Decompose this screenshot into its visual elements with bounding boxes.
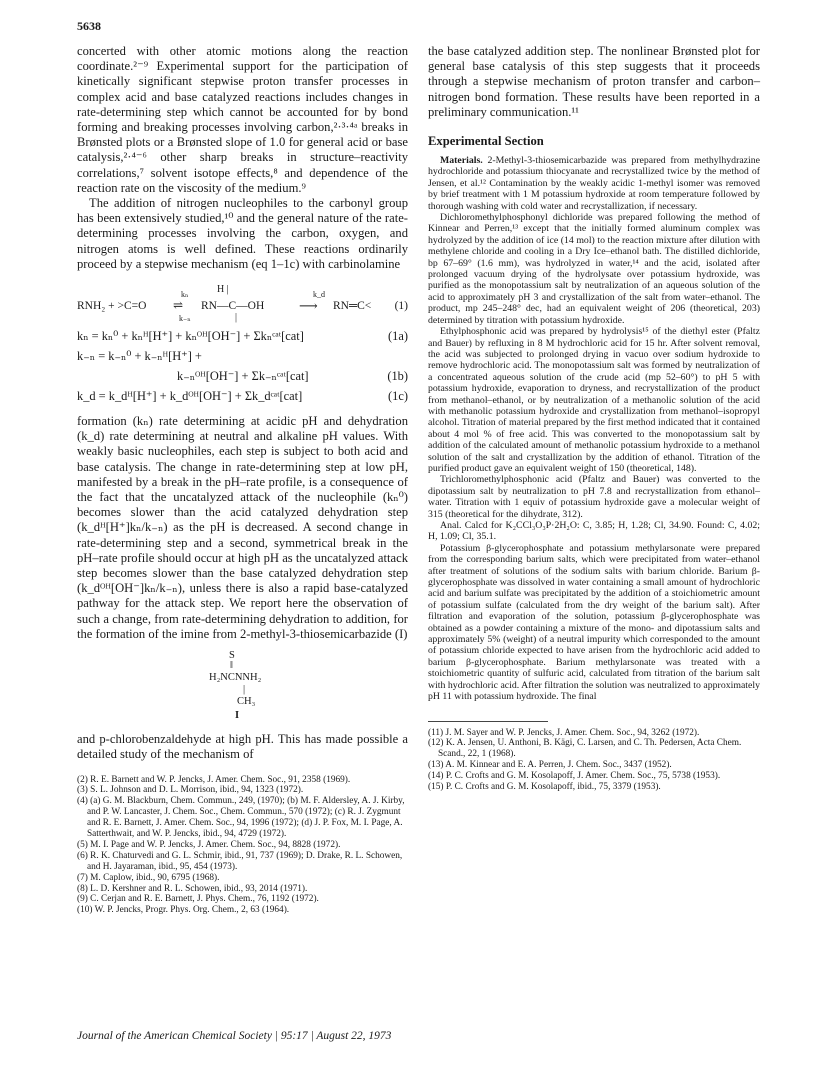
equation-1b-text-1: k₋ₙ = k₋ₙ⁰ + k₋ₙᴴ[H⁺] + [77, 349, 202, 364]
equation-1c-text: k_d = k_dᴴ[H⁺] + k_dᴼᴴ[OH⁻] + Σk_dᶜᵃᵗ[cat] [77, 389, 303, 404]
scheme-intermediate-top: H | [217, 284, 229, 296]
trichloro-paragraph: Trichloromethylphosphonic acid (Pfaltz and Bauer) was converted to the dipotassium salt by neutralization to pH 7.8 and recrystallization from ethanol–water. Titration with 1 equiv of potassium hydroxide gave a molecular weight of 315 (theoretical for the dihydrate, 312). [428, 474, 760, 520]
materials-heading: Materials. [440, 155, 483, 167]
equilibrium-arrow-icon: ⇌ [173, 298, 184, 313]
equation-1c-number: (1c) [388, 389, 408, 404]
journal-footer: Journal of the American Chemical Society | 95:17 | August 22, 1973 [77, 1030, 392, 1042]
scheme-intermediate: RN—C—OH [201, 300, 265, 313]
equation-1b-line-1 [77, 346, 408, 366]
footnote-10: (10) W. P. Jencks, Progr. Phys. Org. Chem., 2, 63 (1964). [77, 905, 290, 916]
equation-1a-text: kₙ = kₙ⁰ + kₙᴴ[H⁺] + kₙᴼᴴ[OH⁻] + Σkₙᶜᵃᵗ[cat] [77, 329, 304, 344]
footnote-9: (9) C. Cerjan and R. E. Barnett, J. Phys. Chem., 76, 1192 (1972). [77, 894, 319, 905]
right-column [428, 44, 760, 793]
glycerophosphate-paragraph: Potassium β-glycerophosphate and potassium methylarsonate were prepared from the corresponding barium salts, which were precipitated from water–ethanol after treatment of solutions of the sodium salts with barium chloride. Barium β-glycerophosphate was dissolved in water containing a small amount of hydrochloric acid and barium sulfate was precipitated by the addition of a stoichiometric amount of potassium sulfate (calculated from the dry weight of the barium salt). After filtration and evaporation of the solution, potassium β-glycerophosphate was obtained as a powder containing a mixture of the mono- and dipotassium salts and approximately 5% (weight) of a neutral impurity which corresponded to the amount of potassium chloride expected to have arisen from the hydrochloric acid added to barium β-glycerophosphate. Barium methylarsonate was treated with a stoichiometric quantity of sulfuric acid, calculated from titration of the barium salt with hydrochloric acid. After filtration the solution was neutralized to approximately pH 11 with potassium hydroxide. The final [428, 542, 760, 703]
materials-paragraph [428, 155, 760, 212]
footnote-12: (12) K. A. Jensen, U. Anthoni, B. Kägi, C. Larsen, and C. Th. Pedersen, Acta Chem. Scand., 22, 1 (1968). [428, 738, 742, 760]
footnote-2: (2) R. E. Barnett and W. P. Jencks, J. Amer. Chem. Soc., 91, 2358 (1969). [77, 774, 351, 785]
right-footnotes [428, 721, 760, 793]
left-paragraph-4: and p-chlorobenzaldehyde at high pH. This has made possible a detailed study of the mechanism of [77, 732, 408, 762]
footnote-11: (11) J. M. Sayer and W. P. Jencks, J. Amer. Chem. Soc., 94, 3262 (1972). [428, 727, 700, 738]
right-arrow-icon: ⟶ [299, 298, 318, 314]
materials-text: 2-Methyl-3-thiosemicarbazide was prepared from methylhydrazine hydrochloride and potassium thiocyanate and recrystallized twice by the method of Jensen, et al.¹² Contamination by the weakly acidic 1-methyl isomer was removed by brief treatment with 1 M potassium hydroxide at room temperature followed by thorough washing with cold water and recrystallization, if necessary. [428, 155, 760, 212]
reaction-scheme-1 [77, 278, 408, 322]
left-footnotes [77, 775, 408, 917]
right-paragraph-1: the base catalyzed addition step. The nonlinear Brønsted plot for general base catalysis of this step suggests that it proceeds through a stepwise mechanism of proton transfer and carbon–nitrogen bond formation. These results have been reported in a preliminary communication.¹¹ [428, 44, 760, 119]
scheme-k-forward: kₙ [181, 290, 189, 300]
scheme-k-d: k_d [313, 290, 325, 300]
footnote-6: (6) R. K. Chaturvedi and G. L. Schmir, ibid., 91, 737 (1969); D. Drake, R. L. Schowen, and H. Jayaraman, ibid., 95, 454 (1973). [77, 850, 403, 872]
scheme-reactants: RNH₂ + >C=O [77, 300, 147, 313]
equation-1b-text-2: k₋ₙᴼᴴ[OH⁻] + Σk₋ₙᶜᵃᵗ[cat] [177, 369, 309, 384]
footnote-7: (7) M. Caplow, ibid., 90, 6795 (1968). [77, 872, 220, 883]
footnote-divider [428, 721, 548, 722]
structure-sulfur: S [229, 650, 235, 662]
section-title: Experimental Section [428, 134, 544, 149]
footnote-4: (4) (a) G. M. Blackburn, Chem. Commun., 249, (1970); (b) M. F. Aldersley, A. J. Kirby, and P. W. Lancaster, J. Chem. Soc., Chem. Commun., 570 (1972); (c) R. J. Zygmunt and R. E. Barnett, J. Amer. Chem. Soc., 94, 1996 (1972); (d) J. P. Fox, M. I. Page, A. Satterthwait, and W. P. Jencks, ibid., 94, 4729 (1972). [77, 796, 405, 840]
analysis-paragraph: Anal. Calcd for K₂CCl₃O₃P·2H₂O: C, 3.85; H, 1.28; Cl, 34.90. Found: C, 4.02; H, 1.09; Cl, 35.1. [428, 520, 760, 543]
page-number: 5638 [77, 19, 101, 33]
scheme-k-reverse: k₋ₙ [179, 314, 191, 324]
equation-1b-line-2 [77, 366, 408, 386]
structure-double-bond: ‖ [230, 660, 233, 672]
dichloro-paragraph: Dichloromethylphosphonyl dichloride was prepared following the method of Kinnear and Perren,¹³ except that the initially formed aluminum complex was hydrolyzed by the addition of ice (14 mol) to the reaction mixture after dilution with methylene chloride and cooling in a Dry Ice–ethanol bath. The distilled dichloride, bp 67–69° (1.6 mm), was hydrolyzed in water,¹⁴ and the acid, isolated after prolonged vacuum drying of the hydrolysate over potassium hydroxide, was purified as the monopotassium salt by neutralization of an aqueous solution of the acid to approximately pH 3 and crystallization of the salt from water–ethanol. The product, mp 245–248° dec, had an equivalent weight of 206 (theoretical, 203) determined by titration with potassium hydroxide. [428, 212, 760, 326]
equation-1a [77, 326, 408, 346]
left-column [77, 44, 408, 916]
footnote-15: (15) P. C. Crofts and G. M. Kosolapoff, ibid., 75, 3379 (1953). [428, 782, 661, 793]
structure-main: H₂NCNNH₂ [209, 672, 262, 684]
footnote-5: (5) M. I. Page and W. P. Jencks, J. Amer. Chem. Soc., 94, 8828 (1972). [77, 839, 341, 850]
footnote-14: (14) P. C. Crofts and G. M. Kosolapoff, J. Amer. Chem. Soc., 75, 5738 (1953). [428, 771, 721, 782]
left-paragraph-3: formation (kₙ) rate determining at acidic pH and dehydration (k_d) rate determining at neutral and alkaline pH values. With weakly basic nucleophiles, each step is subject to both acid and base catalysis. The change in rate-determining step at low pH, manifested by a break in the pH–rate profile, is a consequence of the fact that the uncatalyzed attack of the nucleophile (kₙ⁰) becomes slower than the acid catalyzed dehydration step (k_dᴴ[H⁺]kₙ/k₋ₙ) as the pH is decreased. A second change in rate-determining step and a second, symmetrical break in the pH–rate profile should occur at high pH as the uncatalyzed attack step becomes slower than the base catalyzed dehydration step (k_dᴼᴴ[OH⁻]kₙ/k₋ₙ), unless there is also a rapid base-catalyzed pathway for the attack step. We report here the observation of such a change, from rate-determining dehydration to addition, for the formation of the imine from 2-methyl-3-thiosemicarbazide (I) [77, 414, 408, 641]
structure-single-bond: | [243, 684, 246, 696]
scheme-intermediate-bottom: | [235, 312, 238, 324]
left-paragraph-1: concerted with other atomic motions along the reaction coordinate.²⁻⁹ Experimental support for the participation of kinetically significant stepwise proton transfer processes in complex acid and base catalyzed reactions includes changes in rate-determining step which cannot be accounted for by bond forming and breaking processes involving carbon,²·³·⁴ᵃ breaks in Brønsted plots or a Brønsted slope of 1.0 for general acid or base catalysis,²·⁴⁻⁶ other sharp breaks in structure–reactivity correlations,⁷ solvent isotope effects,⁸ and dependence of the reaction rate on the viscosity of the medium.⁹ [77, 44, 408, 195]
footnote-3: (3) S. L. Johnson and D. L. Morrison, ibid., 94, 1323 (1972). [77, 785, 304, 796]
footnote-8: (8) L. D. Kershner and R. L. Schowen, ibid., 93, 2014 (1971). [77, 883, 308, 894]
scheme-number: (1) [394, 300, 408, 313]
equation-1c [77, 386, 408, 406]
equation-1a-number: (1a) [388, 329, 408, 344]
scheme-product: RN═C< [333, 300, 372, 313]
structure-I [77, 650, 408, 722]
footnote-13: (13) A. M. Kinnear and E. A. Perren, J. Chem. Soc., 3437 (1952). [428, 760, 672, 771]
structure-label: I [235, 710, 240, 722]
equation-1b-number: (1b) [387, 369, 408, 384]
ethylphosphonic-paragraph: Ethylphosphonic acid was prepared by hydrolysis¹⁵ of the diethyl ester (Pfaltz and Bauer) by refluxing in 8 M hydrochloric acid for 15 hr. After solvent removal, the acid was subjected to prolonged drying in vacuo over sodium hydroxide to remove hydrochloric acid. The monopotassium salt was formed by neutralization of a concentrated aqueous solution of the crude acid (mp 52–60°) to pH 5 with potassium hydroxide, evaporation to dryness, and recrystallization of the product from methanol–ethanol, or by neutralization of a methanolic solution of the acid with methanolic potassium hydroxide and crystallization from methanol–isopropyl alcohol. Titration of material prepared by the first method indicated that it contained about 4 mol % of free acid. This was converted to the monopotassium salt by addition of the calculated amount of methanolic potassium hydroxide to a methanol solution of the salt and crystallization by the addition of ethanol. Titration of the purified product gave an equivalent weight of 150 (theoretical, 148). [428, 326, 760, 474]
left-paragraph-2: The addition of nitrogen nucleophiles to the carbonyl group has been extensively studied,¹⁰ and the general nature of the rate-determining processes involving the carbon, oxygen, and nitrogen atoms is well defined. These reactions ordinarily proceed by a stepwise mechanism (eq 1–1c) with carbinolamine [77, 196, 408, 271]
structure-methyl: CH₃ [237, 696, 256, 708]
